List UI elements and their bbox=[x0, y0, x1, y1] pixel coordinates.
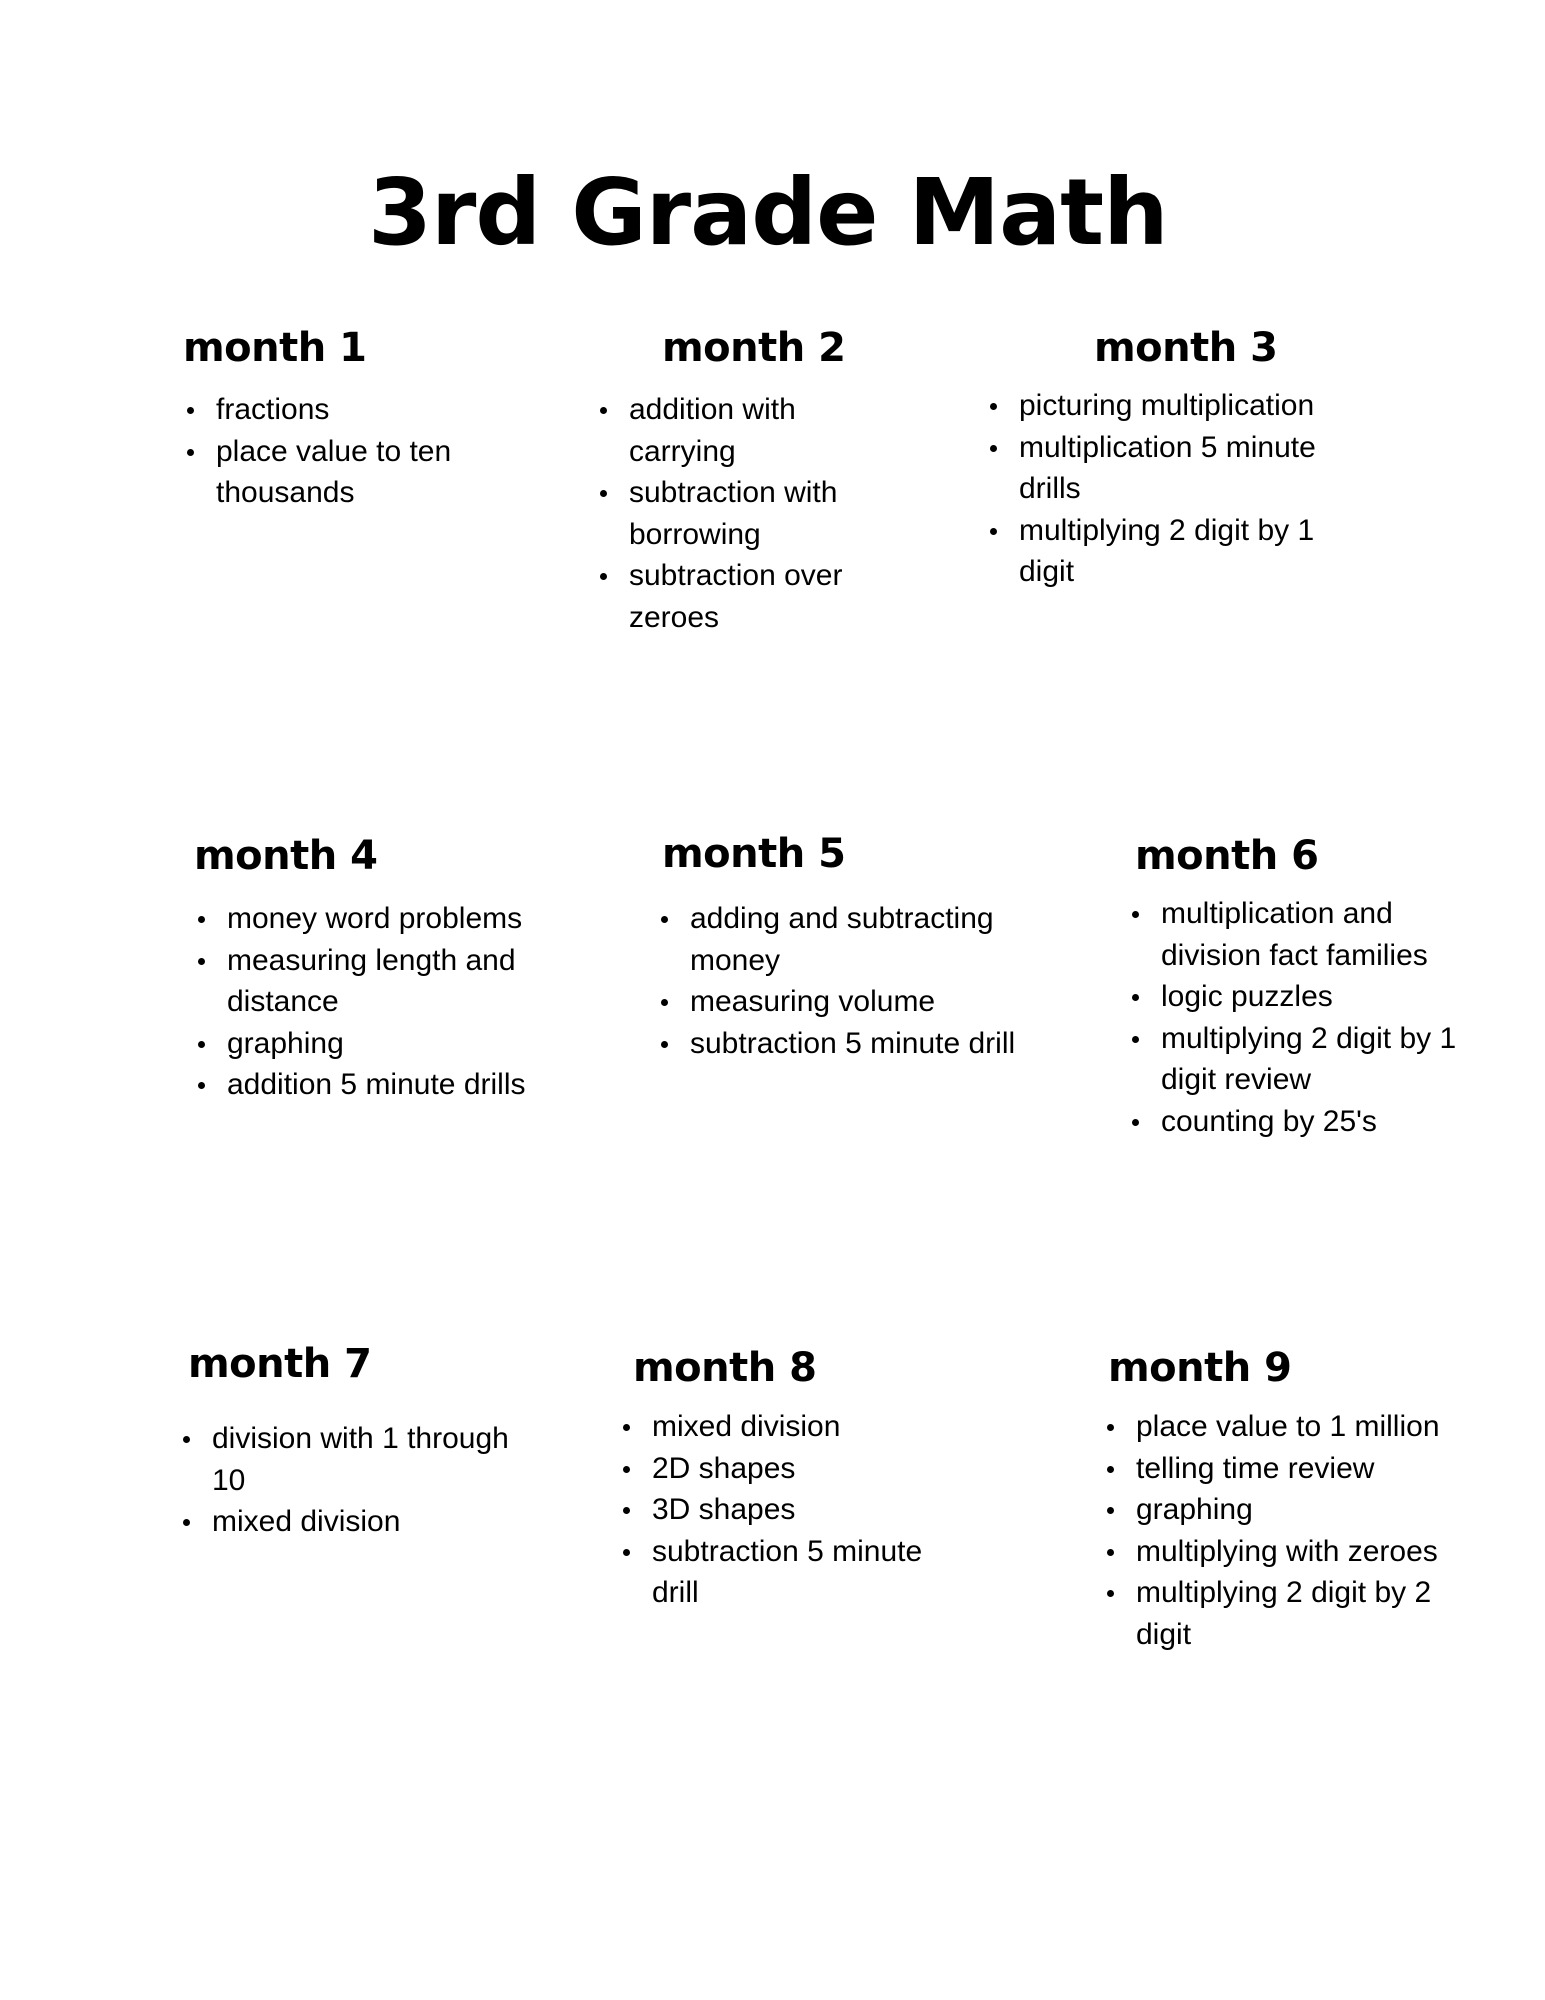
month-heading: month 9 bbox=[1108, 1345, 1292, 1391]
topic-list bbox=[986, 385, 1326, 593]
list-item: counting by 25's bbox=[1128, 1101, 1458, 1143]
month-heading: month 4 bbox=[194, 833, 378, 879]
month-heading: month 1 bbox=[183, 325, 367, 371]
list-item: mixed division bbox=[619, 1406, 949, 1448]
list-item: mixed division bbox=[179, 1501, 529, 1543]
list-item: picturing multiplication bbox=[986, 385, 1326, 427]
list-item: graphing bbox=[1103, 1489, 1483, 1531]
list-item: money word problems bbox=[194, 898, 554, 940]
list-item: measuring length and distance bbox=[194, 940, 554, 1023]
list-item: multiplying 2 digit by 1 digit bbox=[986, 510, 1326, 593]
list-item: adding and subtracting money bbox=[657, 898, 1057, 981]
list-item: place value to 1 million bbox=[1103, 1406, 1483, 1448]
list-item: measuring volume bbox=[657, 981, 1057, 1023]
list-item: telling time review bbox=[1103, 1448, 1483, 1490]
list-item: multiplication 5 minute drills bbox=[986, 427, 1326, 510]
list-item: 3D shapes bbox=[619, 1489, 949, 1531]
topic-list bbox=[179, 1418, 529, 1543]
topic-list bbox=[1103, 1406, 1483, 1655]
month-heading: month 8 bbox=[633, 1345, 817, 1391]
topic-list bbox=[657, 898, 1057, 1064]
list-item: addition 5 minute drills bbox=[194, 1064, 554, 1106]
list-item: place value to ten thousands bbox=[183, 431, 483, 514]
page-title: 3rd Grade Math bbox=[368, 159, 1168, 266]
topic-list bbox=[596, 389, 896, 638]
month-heading: month 2 bbox=[662, 325, 846, 371]
list-item: multiplying 2 digit by 1 digit review bbox=[1128, 1018, 1458, 1101]
list-item: multiplying with zeroes bbox=[1103, 1531, 1483, 1573]
month-heading: month 3 bbox=[1094, 325, 1278, 371]
list-item: subtraction 5 minute drill bbox=[619, 1531, 949, 1614]
list-item: multiplication and division fact families bbox=[1128, 893, 1458, 976]
topic-list bbox=[194, 898, 554, 1106]
list-item: multiplying 2 digit by 2 digit bbox=[1103, 1572, 1483, 1655]
list-item: fractions bbox=[183, 389, 483, 431]
list-item: subtraction with borrowing bbox=[596, 472, 896, 555]
topic-list bbox=[1128, 893, 1458, 1142]
list-item: division with 1 through 10 bbox=[179, 1418, 529, 1501]
month-heading: month 5 bbox=[662, 831, 846, 877]
month-heading: month 6 bbox=[1135, 833, 1319, 879]
list-item: subtraction over zeroes bbox=[596, 555, 896, 638]
list-item: graphing bbox=[194, 1023, 554, 1065]
topic-list bbox=[183, 389, 483, 514]
list-item: subtraction 5 minute drill bbox=[657, 1023, 1057, 1065]
topic-list bbox=[619, 1406, 949, 1614]
list-item: logic puzzles bbox=[1128, 976, 1458, 1018]
month-heading: month 7 bbox=[188, 1341, 372, 1387]
list-item: 2D shapes bbox=[619, 1448, 949, 1490]
list-item: addition with carrying bbox=[596, 389, 896, 472]
